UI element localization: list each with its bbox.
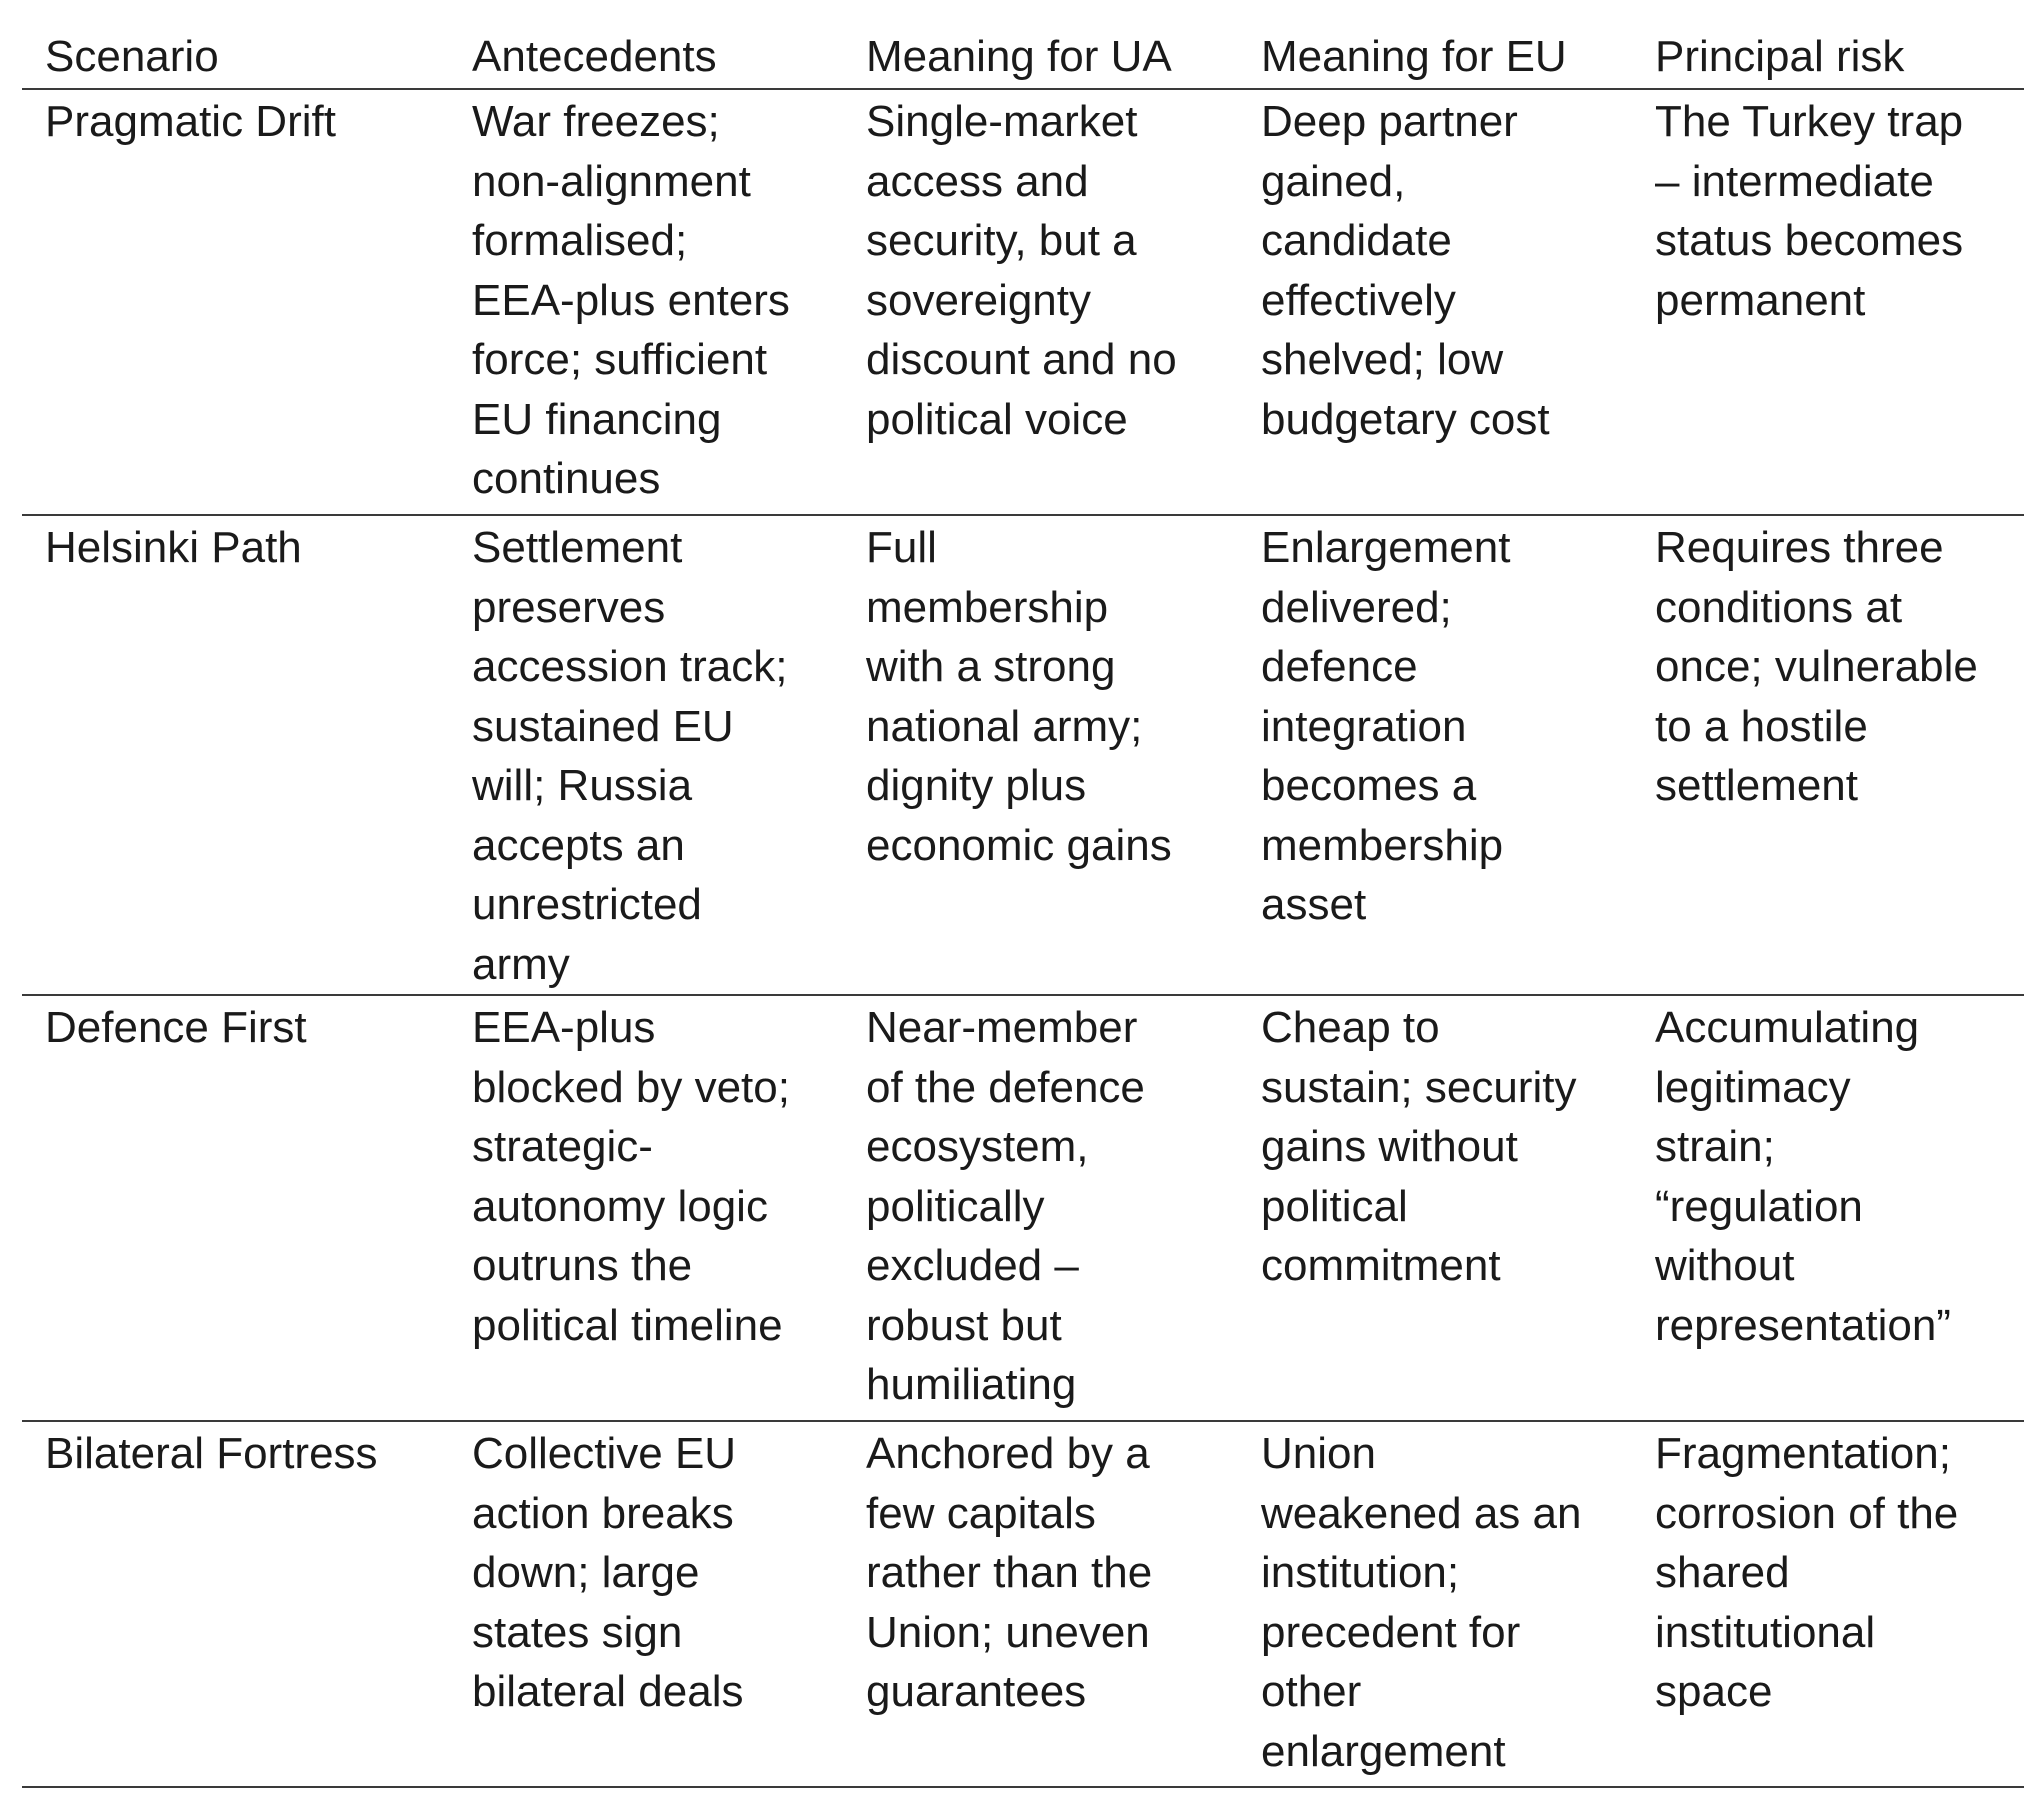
cell-text-line: to a hostile bbox=[1655, 701, 1868, 751]
cell-text-line: accepts an bbox=[472, 820, 685, 870]
cell-text-line: few capitals bbox=[866, 1488, 1096, 1538]
table-row bbox=[22, 1422, 2024, 1788]
cell-text-line: Bilateral Fortress bbox=[45, 1429, 378, 1478]
cell-text-line: political bbox=[1261, 1181, 1408, 1231]
cell-text-line: force; sufficient bbox=[472, 335, 768, 384]
principal-risk-cell bbox=[1632, 516, 2024, 816]
cell-text-line: Single-market bbox=[866, 97, 1138, 146]
cell-text-line: dignity plus bbox=[866, 761, 1087, 810]
cell-text-line: political voice bbox=[866, 394, 1128, 444]
cell-text-line: sustained EU bbox=[472, 701, 734, 751]
cell-text-line: Near-member bbox=[866, 1003, 1138, 1052]
cell-text-line: membership bbox=[866, 582, 1109, 632]
cell-text-line: Union; uneven bbox=[866, 1607, 1150, 1657]
cell-text-line: Defence First bbox=[45, 1003, 307, 1052]
cell-text-line: Enlargement bbox=[1261, 523, 1511, 572]
cell-text-line: Accumulating bbox=[1655, 1003, 1920, 1052]
cell-text-line: Anchored by a bbox=[866, 1429, 1150, 1478]
cell-text-line: economic gains bbox=[866, 820, 1172, 870]
cell-text-line: settlement bbox=[1655, 761, 1858, 810]
cell-text-line: continues bbox=[472, 454, 661, 503]
meaning-eu-cell bbox=[1238, 516, 1632, 935]
table-row bbox=[22, 516, 2024, 996]
antecedents-cell bbox=[449, 996, 843, 1355]
cell-text-line: down; large bbox=[472, 1548, 700, 1597]
cell-text-line: preserves bbox=[472, 582, 666, 632]
header-meaning-eu: Meaning for EU bbox=[1261, 32, 1567, 81]
header-meaning-ua: Meaning for UA bbox=[866, 32, 1172, 81]
cell-text-line: Settlement bbox=[472, 523, 683, 572]
cell-text-line: institutional bbox=[1655, 1607, 1876, 1657]
table-row bbox=[22, 996, 2024, 1422]
cell-text-line: conditions at bbox=[1655, 582, 1903, 632]
cell-text-line: guarantees bbox=[866, 1667, 1087, 1716]
cell-text-line: sustain; security bbox=[1261, 1062, 1577, 1112]
cell-text-line: bilateral deals bbox=[472, 1667, 744, 1716]
cell-text-line: representation” bbox=[1655, 1300, 1951, 1350]
cell-text-line: membership bbox=[1261, 820, 1504, 870]
cell-text-line: delivered; bbox=[1261, 582, 1452, 632]
cell-text-line: gains without bbox=[1261, 1122, 1518, 1171]
cell-text-line: ecosystem, bbox=[866, 1122, 1089, 1171]
scenario-cell bbox=[22, 90, 449, 152]
cell-text-line: Fragmentation; bbox=[1655, 1429, 1951, 1478]
cell-text-line: excluded – bbox=[866, 1241, 1079, 1290]
cell-text-line: of the defence bbox=[866, 1062, 1145, 1112]
meaning-eu-cell bbox=[1238, 996, 1632, 1296]
cell-text-line: action breaks bbox=[472, 1488, 734, 1538]
cell-text-line: gained, bbox=[1261, 156, 1406, 206]
cell-text-line: Cheap to bbox=[1261, 1003, 1440, 1052]
cell-text-line: rather than the bbox=[866, 1548, 1153, 1597]
cell-text-line: robust but bbox=[866, 1300, 1062, 1350]
cell-text-line: enlargement bbox=[1261, 1726, 1506, 1776]
header-antecedents: Antecedents bbox=[472, 32, 717, 81]
cell-text-line: The Turkey trap bbox=[1655, 97, 1964, 146]
meaning-ua-cell bbox=[843, 1422, 1238, 1722]
scenario-cell bbox=[22, 516, 449, 578]
cell-text-line: once; vulnerable bbox=[1655, 642, 1978, 691]
table-row bbox=[22, 90, 2024, 516]
cell-text-line: accession track; bbox=[472, 642, 788, 691]
cell-text-line: Requires three bbox=[1655, 523, 1944, 572]
cell-text-line: budgetary cost bbox=[1261, 394, 1550, 444]
cell-text-line: political timeline bbox=[472, 1300, 783, 1350]
cell-text-line: non-alignment bbox=[472, 156, 751, 206]
cell-text-line: security, but a bbox=[866, 216, 1137, 265]
cell-text-line: with a strong bbox=[866, 642, 1116, 691]
antecedents-cell bbox=[449, 90, 843, 509]
cell-text-line: integration bbox=[1261, 701, 1467, 751]
meaning-ua-cell bbox=[843, 516, 1238, 875]
cell-text-line: Union bbox=[1261, 1429, 1376, 1478]
cell-text-line: precedent for bbox=[1261, 1607, 1521, 1657]
meaning-eu-cell bbox=[1238, 90, 1632, 449]
cell-text-line: shelved; low bbox=[1261, 335, 1504, 384]
cell-text-line: states sign bbox=[472, 1607, 683, 1657]
cell-text-line: EEA-plus enters bbox=[472, 275, 790, 325]
cell-text-line: politically bbox=[866, 1181, 1045, 1231]
cell-text-line: without bbox=[1655, 1241, 1795, 1290]
principal-risk-cell bbox=[1632, 1422, 2024, 1722]
cell-text-line: access and bbox=[866, 156, 1089, 206]
cell-text-line: institution; bbox=[1261, 1548, 1460, 1597]
cell-text-line: sovereignty bbox=[866, 275, 1092, 325]
cell-text-line: other bbox=[1261, 1667, 1362, 1716]
meaning-ua-cell bbox=[843, 90, 1238, 449]
cell-text-line: army bbox=[472, 939, 570, 989]
header-principal-risk: Principal risk bbox=[1655, 32, 1905, 81]
meaning-eu-cell bbox=[1238, 1422, 1632, 1781]
header-scenario: Scenario bbox=[45, 32, 219, 81]
cell-text-line: national army; bbox=[866, 701, 1143, 751]
cell-text-line: humiliating bbox=[866, 1360, 1077, 1409]
cell-text-line: weakened as an bbox=[1261, 1488, 1582, 1538]
scenario-table bbox=[22, 26, 2024, 1788]
cell-text-line: corrosion of the bbox=[1655, 1488, 1959, 1538]
cell-text-line: permanent bbox=[1655, 275, 1866, 325]
meaning-ua-cell bbox=[843, 996, 1238, 1415]
principal-risk-cell bbox=[1632, 90, 2024, 330]
cell-text-line: commitment bbox=[1261, 1241, 1501, 1290]
cell-text-line: space bbox=[1655, 1667, 1773, 1716]
scenario-cell bbox=[22, 996, 449, 1058]
cell-text-line: “regulation bbox=[1655, 1181, 1863, 1231]
cell-text-line: unrestricted bbox=[472, 880, 702, 929]
cell-text-line: EU financing bbox=[472, 394, 722, 444]
cell-text-line: Collective EU bbox=[472, 1429, 737, 1478]
cell-text-line: War freezes; bbox=[472, 97, 720, 146]
cell-text-line: effectively bbox=[1261, 275, 1456, 325]
cell-text-line: Full bbox=[866, 523, 937, 572]
cell-text-line: Deep partner bbox=[1261, 97, 1518, 146]
cell-text-line: legitimacy bbox=[1655, 1062, 1851, 1112]
cell-text-line: defence bbox=[1261, 642, 1418, 691]
cell-text-line: shared bbox=[1655, 1548, 1790, 1597]
cell-text-line: strategic- bbox=[472, 1122, 653, 1171]
principal-risk-cell bbox=[1632, 996, 2024, 1355]
cell-text-line: strain; bbox=[1655, 1122, 1775, 1171]
cell-text-line: EEA-plus bbox=[472, 1003, 656, 1052]
cell-text-line: candidate bbox=[1261, 216, 1452, 265]
cell-text-line: blocked by veto; bbox=[472, 1062, 790, 1112]
table-header-row bbox=[22, 26, 2024, 90]
scenario-cell bbox=[22, 1422, 449, 1484]
cell-text-line: Helsinki Path bbox=[45, 523, 302, 572]
cell-text-line: asset bbox=[1261, 880, 1367, 929]
antecedents-cell bbox=[449, 1422, 843, 1722]
cell-text-line: discount and no bbox=[866, 335, 1177, 384]
cell-text-line: will; Russia bbox=[472, 761, 693, 810]
cell-text-line: Pragmatic Drift bbox=[45, 97, 336, 146]
antecedents-cell bbox=[449, 516, 843, 994]
cell-text-line: becomes a bbox=[1261, 761, 1477, 810]
cell-text-line: status becomes bbox=[1655, 216, 1964, 265]
cell-text-line: formalised; bbox=[472, 216, 688, 265]
cell-text-line: outruns the bbox=[472, 1241, 693, 1290]
cell-text-line: autonomy logic bbox=[472, 1181, 768, 1231]
cell-text-line: – intermediate bbox=[1655, 156, 1934, 206]
